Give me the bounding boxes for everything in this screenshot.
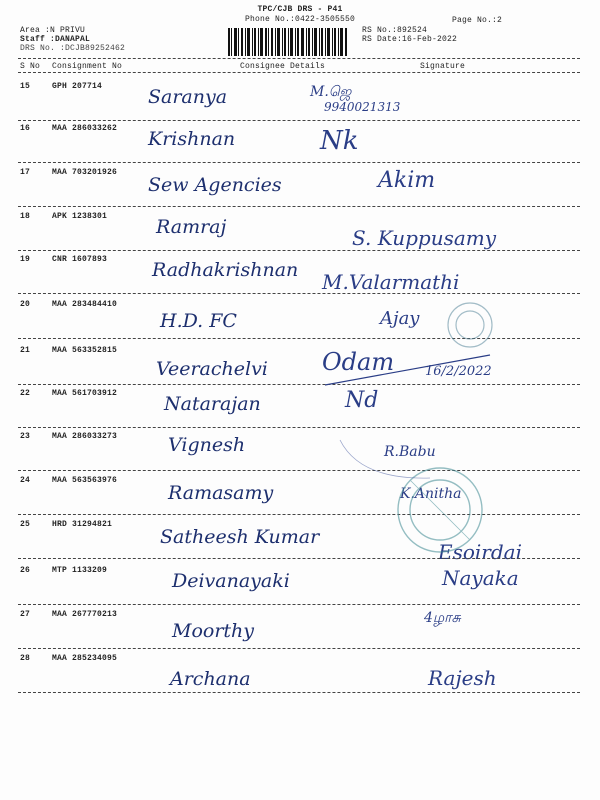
consignee-name: Moorthy	[172, 620, 255, 642]
column-consignee: Consignee Details	[240, 62, 326, 71]
sheet-title: TPC/CJB DRS - P41	[257, 5, 343, 14]
consignment-number: MTP 1133209	[52, 566, 108, 575]
rs-number: RS No.:892524	[362, 26, 428, 35]
row-number: 16	[20, 124, 31, 133]
consignee-name: Archana	[170, 668, 251, 690]
column-signature: Signature	[420, 62, 466, 71]
row-number: 28	[20, 654, 31, 663]
consignment-number: GPH 207714	[52, 82, 103, 91]
recipient-signature: K.Anitha	[400, 486, 462, 502]
recipient-signature: Akim	[378, 168, 436, 193]
consignee-name: Ramasamy	[168, 482, 274, 504]
recipient-signature: 4ழாசு	[424, 610, 461, 626]
tick-mark-icon	[340, 440, 430, 478]
recipient-signature: Ajay	[380, 308, 420, 329]
row-number: 15	[20, 82, 31, 91]
phone-note: 9940021313	[324, 100, 401, 114]
drs-number: DRS No. :DCJB89252462	[20, 44, 126, 53]
consignee-name: Satheesh Kumar	[160, 526, 320, 548]
staff-field: Staff :DANAPAL	[20, 35, 91, 44]
row-number: 27	[20, 610, 31, 619]
row-number: 20	[20, 300, 31, 309]
consignment-number: MAA 563563976	[52, 476, 118, 485]
row-number: 26	[20, 566, 31, 575]
rs-date: RS Date:16-Feb-2022	[362, 35, 458, 44]
row-number: 24	[20, 476, 31, 485]
recipient-signature: S. Kuppusamy	[352, 226, 497, 250]
row-number: 17	[20, 168, 31, 177]
area-field: Area :N PRIVU	[20, 26, 86, 35]
consignment-number: APK 1238301	[52, 212, 108, 221]
recipient-signature: Rajesh	[428, 666, 497, 690]
recipient-signature: Odam	[322, 348, 395, 376]
consignment-number: MAA 561703912	[52, 389, 118, 398]
recipient-signature: M.Valarmathi	[322, 270, 460, 294]
consignee-name: H.D. FC	[160, 310, 237, 332]
consignee-name: Vignesh	[168, 434, 246, 456]
recipient-signature: Nk	[320, 126, 359, 156]
consignment-number: MAA 563352815	[52, 346, 118, 355]
consignment-number: CNR 1607893	[52, 255, 108, 264]
consignee-name: Ramraj	[156, 216, 227, 238]
consignee-name: Deivanayaki	[172, 570, 290, 592]
page-number: Page No.:2	[452, 16, 503, 25]
column-consignment: Consignment No	[52, 62, 123, 71]
recipient-signature: R.Babu	[384, 444, 436, 460]
small-stamp-icon	[448, 303, 492, 347]
consignment-number: MAA 267770213	[52, 610, 118, 619]
row-number: 19	[20, 255, 31, 264]
consignee-name: Krishnan	[148, 128, 236, 150]
date-note: 16/2/2022	[425, 364, 492, 379]
consignment-number: MAA 286033273	[52, 432, 118, 441]
phone-number: Phone No.:0422-3505550	[244, 15, 356, 24]
consignee-name: Saranya	[148, 86, 228, 108]
consignment-number: MAA 703201926	[52, 168, 118, 177]
row-number: 25	[20, 520, 31, 529]
column-sno: S No	[20, 62, 41, 71]
consignee-name: Veerachelvi	[156, 358, 268, 380]
consignee-name: Natarajan	[164, 393, 261, 415]
recipient-signature: Nayaka	[442, 566, 519, 590]
recipient-signature: Esoirdai	[438, 540, 522, 564]
recipient-signature: Nd	[345, 388, 379, 413]
row-number: 22	[20, 389, 31, 398]
recipient-signature: M.ஜெ	[310, 84, 352, 100]
consignment-number: MAA 285234095	[52, 654, 118, 663]
consignee-name: Radhakrishnan	[152, 259, 299, 281]
row-number: 18	[20, 212, 31, 221]
company-stamp-icon	[398, 468, 482, 552]
consignment-number: MAA 283484410	[52, 300, 118, 309]
row-number: 23	[20, 432, 31, 441]
consignment-number: MAA 286033262	[52, 124, 118, 133]
consignment-number: HRD 31294821	[52, 520, 113, 529]
consignee-name: Sew Agencies	[148, 174, 282, 196]
row-number: 21	[20, 346, 31, 355]
